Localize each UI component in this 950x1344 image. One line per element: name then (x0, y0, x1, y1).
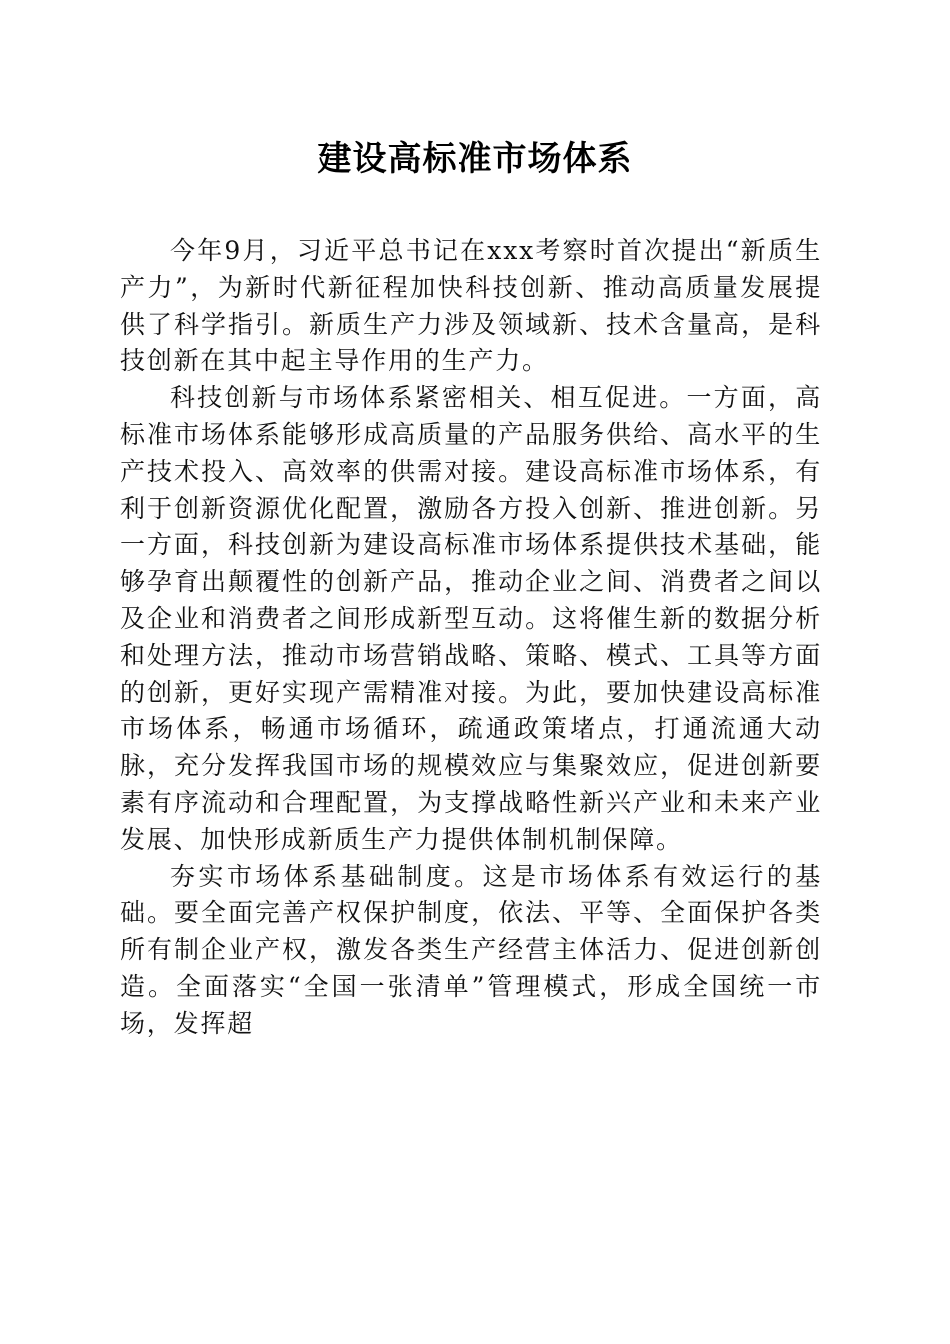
paragraph-3: 夯实市场体系基础制度。这是市场体系有效运行的基础。要全面完善产权保护制度，依法、平等、全面保护各类所有制企业产权，激发各类生产经营主体活力、促进创新创造。全面落实“全国一张清单”管理模式，形成全国统一市场，发挥超 (120, 861, 822, 1038)
paragraph-2: 科技创新与市场体系紧密相关、相互促进。一方面，高标准市场体系能够形成高质量的产品服务供给、高水平的生产技术投入、高效率的供需对接。建设高标准市场体系，有利于创新资源优化配置，激励各方投入创新、推进创新。另一方面，科技创新为建设高标准市场体系提供技术基础，能够孕育出颠覆性的创新产品，推动企业之间、消费者之间以及企业和消费者之间形成新型互动。这将催生新的数据分析和处理方法，推动市场营销战略、策略、模式、工具等方面的创新，更好实现产需精准对接。为此，要加快建设高标准市场体系，畅通市场循环，疏通政策堵点，打通流通大动脉，充分发挥我国市场的规模效应与集聚效应，促进创新要素有序流动和合理配置，为支撑战略性新兴产业和未来产业发展、加快形成新质生产力提供体制机制保障。 (120, 383, 822, 854)
document-title: 建设高标准市场体系 (317, 139, 633, 179)
paragraph-1: 今年9月，习近平总书记在xxx考察时首次提出“新质生产力”，为新时代新征程加快科技创新、推动高质量发展提供了科学指引。新质生产力涉及领域新、技术含量高，是科技创新在其中起主导作用的生产力。 (120, 236, 822, 376)
document-body (120, 233, 822, 1043)
